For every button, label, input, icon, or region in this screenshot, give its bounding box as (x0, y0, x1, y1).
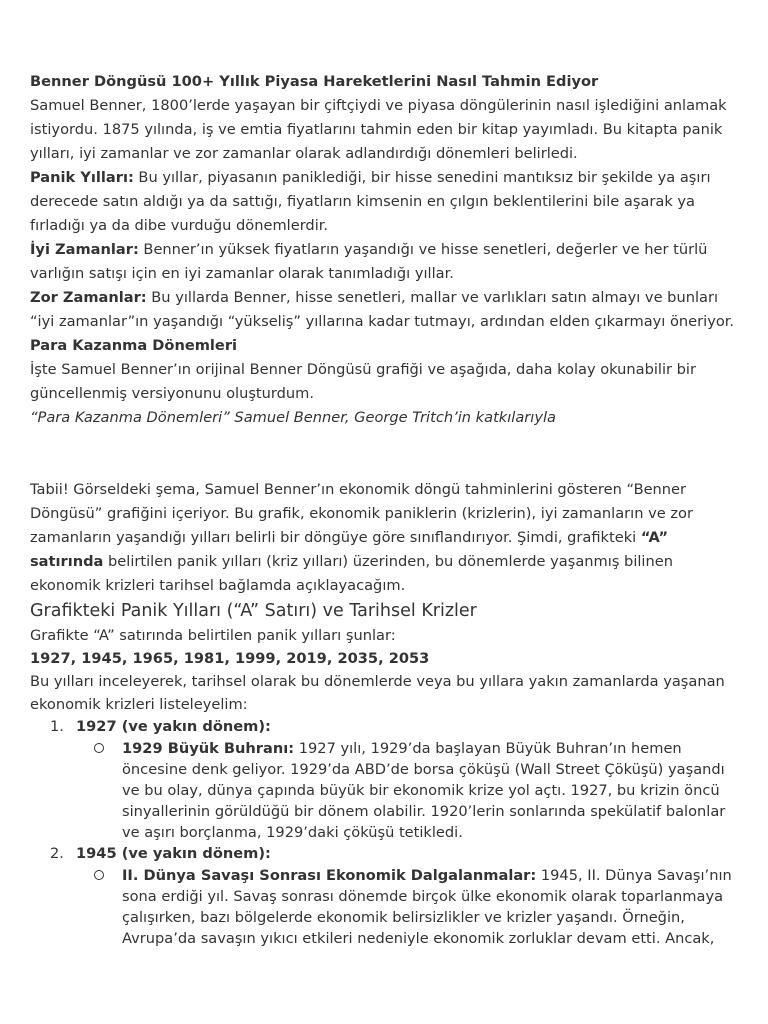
list-item-label: 1945 (ve yakın dönem): (76, 845, 271, 862)
sub-item-label: II. Dünya Savaşı Sonrası Ekonomik Dalgalanmalar: (122, 867, 537, 884)
hollow-bullet-icon (94, 743, 104, 753)
list-number: 1. (50, 718, 64, 735)
explanation-text-a: Tabii! Görseldeki şema, Samuel Benner’ın ekonomik döngü tahminlerini gösteren “Benner Döngüsü” grafiğini içeriyor. Bu grafik, ekonomik paniklerin (krizlerin), iyi zamanların ve zor zamanların yaşandığı yılları belirli bir döngüye göre sınıflandırıyor. Şimdi, grafikteki (30, 481, 693, 546)
sub-item-text: 1945, II. Dünya Savaşı’nın sona erdiği yıl. Savaş sonrası dönemde birçok ülke ekonomik olarak toparlanmaya çalışırken, bazı bölgelerde ekonomik belirsizlikler ve krizler yaşandı. Örneğin, Avrupa’da savaşın yıkıcı etkileri nedeniyle ekonomik zorluklar devam etti. Ancak, (122, 867, 732, 947)
hard-times-text: Bu yıllarda Benner, hisse senetleri, mallar ve varlıkları satın almayı ve bunları “iyi zamanlar”ın yaşandığı “yükseliş” yıllarına kadar tutmayı, ardından elden çıkarmayı öneriyor. (30, 289, 735, 330)
explanation-bold: “A” satırında (30, 529, 669, 570)
panic-years-paragraph (30, 166, 738, 238)
sub-item-label: 1929 Büyük Buhranı: (122, 740, 295, 757)
sub-item-text: 1927 yılı, 1929’da başlayan Büyük Buhran’ın hemen öncesine denk geliyor. 1929’da ABD’de borsa çöküşü (Wall Street Çöküşü) yaşandı ve bu olay, dünya çapında büyük bir ekonomik krize yol açtı. 1927, bu krizin öncü sinyallerinin görüldüğü bir dönem olabilir. 1920’lerin sonlarında spekülatif balonlar ve aşırı borçlanma, 1929’daki çöküşü tetikledi. (122, 740, 726, 841)
list-item (30, 843, 738, 865)
good-times-label: İyi Zamanlar: (30, 241, 139, 258)
panic-years-list: 1927, 1945, 1965, 1981, 1999, 2019, 2035, 2053 (30, 650, 430, 667)
panic-years-label: Panik Yılları: (30, 169, 134, 186)
good-times-paragraph (30, 238, 738, 286)
hard-times-paragraph (30, 286, 738, 334)
crisis-list (30, 716, 738, 949)
list-intro: Bu yılları inceleyerek, tarihsel olarak bu dönemlerde veya bu yıllara yakın zamanlarda yaşanan ekonomik krizleri listeleyelim: (30, 673, 725, 713)
sub-list-item (30, 738, 738, 843)
money-periods-title: Para Kazanma Dönemleri (30, 337, 238, 354)
intro-line: Grafikte “A” satırında belirtilen panik yılları şunlar: (30, 627, 396, 644)
panic-years-text: Bu yıllar, piyasanın paniklediği, bir hisse senedini mantıksız bir şekilde ya aşırı derecede satın aldığı ya da sattığı, fiyatların kimsenin en çılgın beklentilerini bile aşarak ya fırladığı ya da dibe vurduğu dönemlerdir. (30, 169, 711, 234)
article-title: Benner Döngüsü 100+ Yıllık Piyasa Hareketlerini Nasıl Tahmin Ediyor (30, 73, 599, 90)
good-times-text: Benner’ın yüksek fiyatların yaşandığı ve hisse senetleri, değerler ve her türlü varlığın satışı için en iyi zamanlar olarak tanımladığı yıllar. (30, 241, 708, 282)
explanation-text-b: belirtilen panik yılları (kriz yılları) üzerinden, bu dönemlerde yaşanmış bilinen ekonomik krizleri tarihsel bağlamda açıklayacağım. (30, 553, 673, 594)
explanation-paragraph (30, 478, 738, 598)
section-heading: Grafikteki Panik Yılları (“A” Satırı) ve Tarihsel Krizler (30, 601, 477, 621)
spacer (30, 430, 738, 478)
list-item (30, 716, 738, 738)
sub-list-item (30, 865, 738, 949)
money-periods-text: İşte Samuel Benner’ın orijinal Benner Döngüsü grafiği ve aşağıda, daha kolay okunabilir bir güncellenmiş versiyonunu oluşturdum. (30, 361, 696, 402)
intro-paragraph: Samuel Benner, 1800’lerde yaşayan bir çiftçiydi ve piyasa döngülerinin nasıl işlediğini anlamak istiyordu. 1875 yılında, iş ve emtia fiyatlarını tahmin eden bir kitap yayımladı. Bu kitapta panik yılları, iyi zamanlar ve zor zamanlar olarak adlandırdığı dönemleri belirledi. (30, 97, 727, 162)
hard-times-label: Zor Zamanlar: (30, 289, 147, 306)
figure-caption: “Para Kazanma Dönemleri” Samuel Benner, George Tritch’in katkılarıyla (30, 409, 556, 426)
list-item-label: 1927 (ve yakın dönem): (76, 718, 271, 735)
hollow-bullet-icon (94, 870, 104, 880)
list-number: 2. (50, 845, 64, 862)
